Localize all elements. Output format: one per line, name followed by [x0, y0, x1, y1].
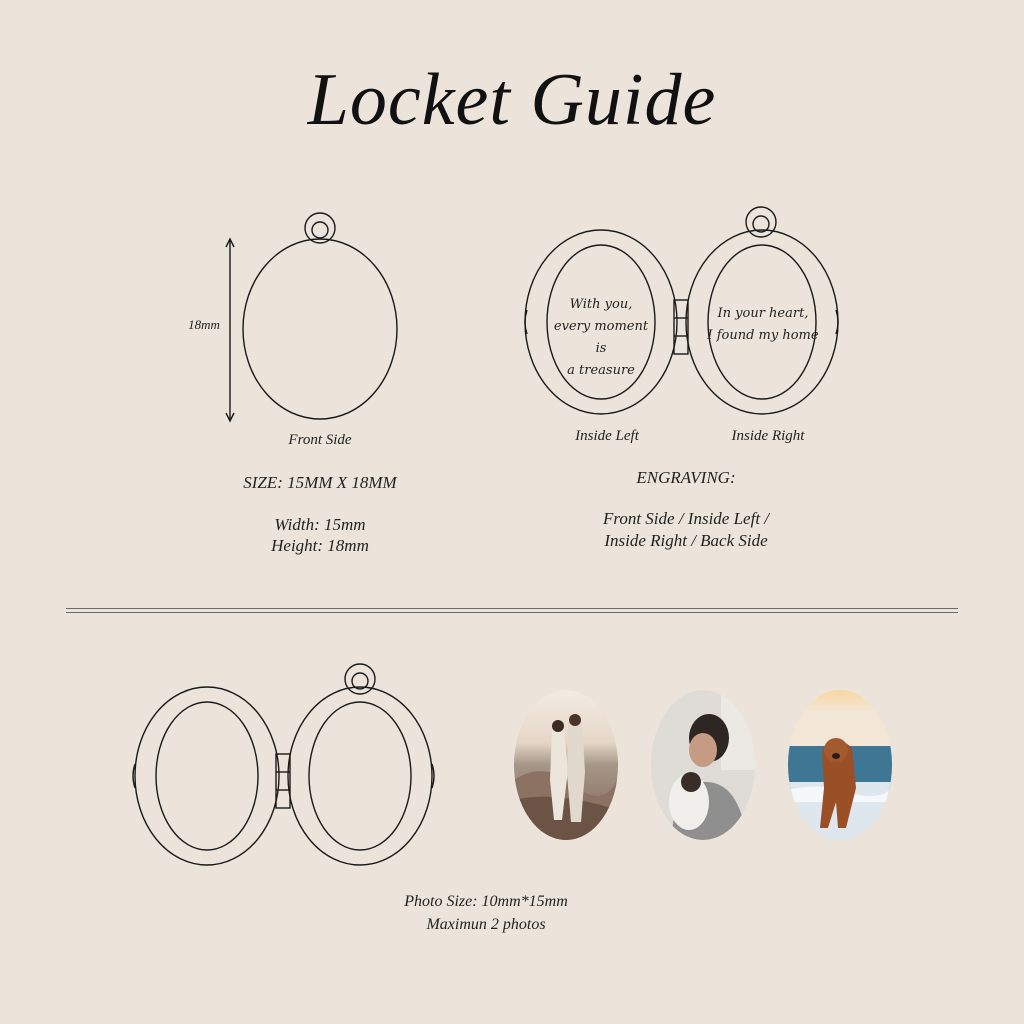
inside-left-caption: Inside Left: [575, 428, 639, 444]
page-title: Locket Guide: [307, 59, 717, 141]
inside-right-caption: Inside Right: [731, 428, 805, 444]
open-locket-photo-drawing: [133, 664, 434, 865]
inside-left-engraving: [551, 294, 651, 382]
engraving-left-line: With you,: [569, 297, 633, 312]
engraving-heading: ENGRAVING:: [636, 468, 736, 487]
height-dimension-label: 18mm: [188, 317, 220, 332]
front-side-caption: Front Side: [288, 432, 352, 448]
engraving-right-line: In your heart,: [717, 306, 809, 321]
photo-max-line: Maximun 2 photos: [426, 916, 546, 933]
size-heading: SIZE: 15MM X 18MM: [243, 473, 397, 492]
photo-size-line: Photo Size: 10mm*15mm: [404, 893, 568, 910]
couple-photo: [514, 690, 618, 840]
front-locket-drawing: [243, 213, 397, 419]
engraving-left-line: every moment is: [553, 319, 649, 356]
width-line: Width: 15mm: [274, 515, 366, 534]
engraving-left-line: a treasure: [567, 363, 635, 378]
mother-baby-photo: [651, 690, 755, 840]
engraving-options-line1: Front Side / Inside Left /: [602, 509, 770, 528]
height-line: Height: 18mm: [271, 536, 369, 555]
engraving-options-line2: Inside Right / Back Side: [604, 531, 768, 550]
engraving-right-line: I found my home: [707, 328, 819, 343]
dog-beach-photo: [788, 690, 892, 840]
section-divider: [66, 608, 958, 613]
inside-right-engraving: [706, 303, 820, 347]
